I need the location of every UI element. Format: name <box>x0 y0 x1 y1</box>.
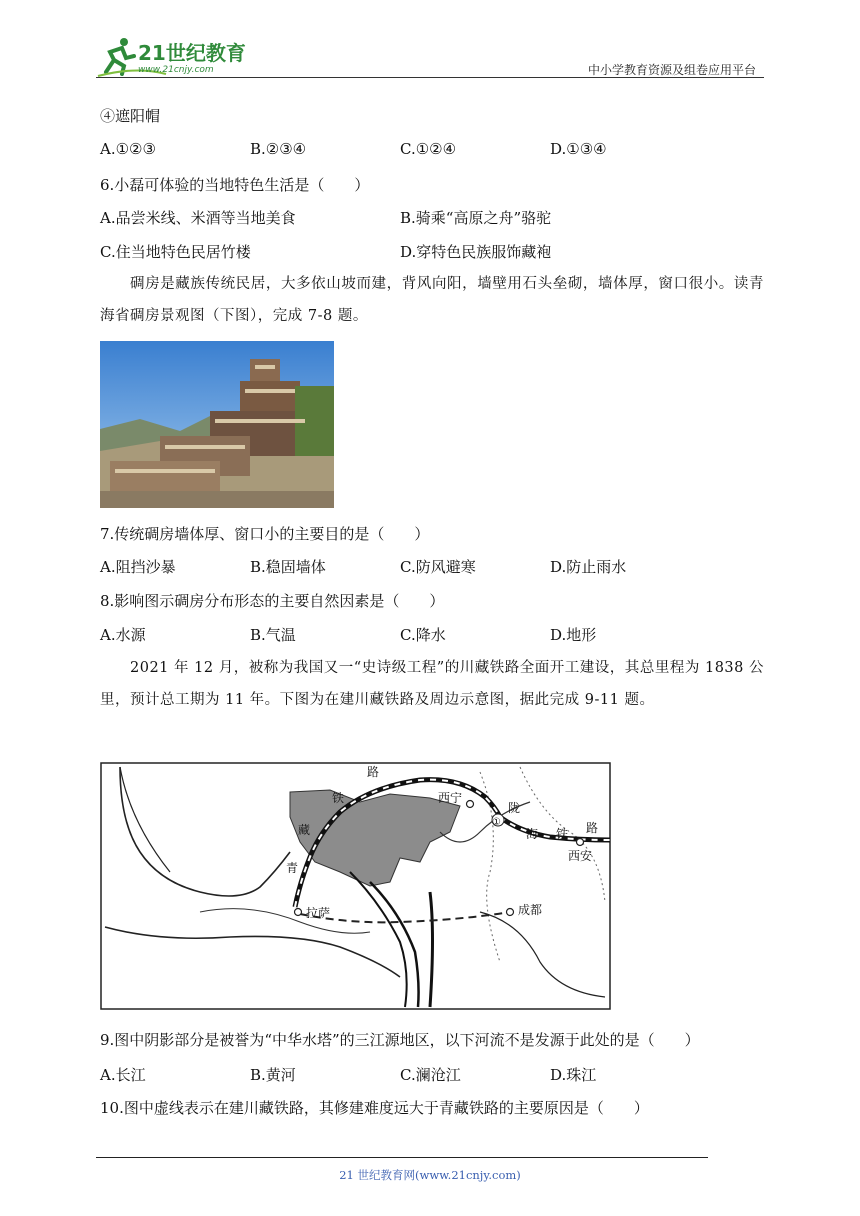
q7-option-c: C.防风避寒 <box>400 558 476 576</box>
q6-option-c: C.住当地特色民居竹楼 <box>100 243 251 261</box>
map-label-chengdu: 成都 <box>518 903 543 917</box>
q8-option-c: C.降水 <box>400 626 446 644</box>
railway-map <box>100 762 611 1010</box>
platform-name: 中小学教育资源及组卷应用平台 <box>587 63 756 77</box>
footer-divider <box>96 1157 708 1158</box>
map-label: 路 <box>367 765 380 779</box>
q9-option-d: D.珠江 <box>550 1066 597 1084</box>
q5-option-b: B.②③④ <box>250 140 307 158</box>
q6-option-d: D.穿特色民族服饰藏袍 <box>400 243 552 261</box>
q5-option-c: C.①②④ <box>400 140 457 158</box>
q6-option-a: A.品尝米线、米酒等当地美食 <box>100 209 296 227</box>
question-7: 7.传统碉房墙体厚、窗口小的主要目的是（ ） <box>100 525 430 543</box>
map-label: 海 <box>526 827 539 841</box>
q5-option-a: A.①②③ <box>100 140 156 158</box>
q7-option-a: A.阻挡沙暴 <box>100 558 176 576</box>
map-label-xian: 西安 <box>568 849 593 863</box>
map-label: 铁 <box>332 791 345 805</box>
logo-url: www.21cnjy.com <box>138 65 214 75</box>
map-label-xining: 西宁 <box>438 791 463 805</box>
q9-option-b: B.黄河 <box>250 1066 296 1084</box>
map-label: 路 <box>586 821 599 835</box>
q9-option-c: C.澜沧江 <box>400 1066 461 1084</box>
question-10: 10.图中虚线表示在建川藏铁路，其修建难度远大于青藏铁路的主要原因是（ ） <box>100 1099 649 1117</box>
site-logo <box>96 36 256 78</box>
map-marker-1: ① <box>492 817 501 828</box>
diaofang-photo <box>100 341 334 508</box>
q8-option-d: D.地形 <box>550 626 597 644</box>
q9-option-a: A.长江 <box>100 1066 146 1084</box>
logo-title: 21世纪教育 <box>138 41 246 65</box>
q5-option-d: D.①③④ <box>550 140 607 158</box>
passage-railway: 2021 年 12 月，被称为我国又一“史诗级工程”的川藏铁路全面开工建设，其总里程为 1838 公里，预计总工期为 11 年。下图为在建川藏铁路及周边示意图，据此完成 9-11 题。 <box>100 660 764 708</box>
question-6: 6.小磊可体验的当地特色生活是（ ） <box>100 176 370 194</box>
q7-option-b: B.稳固墙体 <box>250 558 326 576</box>
question-8: 8.影响图示碉房分布形态的主要自然因素是（ ） <box>100 592 445 610</box>
map-label: 铁 <box>556 827 569 841</box>
passage-diaofang: 碉房是藏族传统民居，大多依山坡而建，背风向阳，墙壁用石头垒砌，墙体厚，窗口很小。读青海省碉房景观图（下图），完成 7-8 题。 <box>100 276 764 324</box>
q7-option-d: D.防止雨水 <box>550 558 627 576</box>
q6-option-b: B.骑乘“高原之舟”骆驼 <box>400 209 552 227</box>
map-label: 陇 <box>508 801 521 815</box>
map-label-lasa: 拉萨 <box>306 906 331 920</box>
map-label: 藏 <box>298 823 311 837</box>
option-line: ④遮阳帽 <box>100 107 161 125</box>
map-label: 青 <box>286 861 299 875</box>
q8-option-b: B.气温 <box>250 626 296 644</box>
header-divider <box>96 77 764 78</box>
question-9: 9.图中阴影部分是被誉为“中华水塔”的三江源地区，以下河流不是发源于此处的是（ ） <box>100 1031 700 1049</box>
footer-link[interactable]: 21 世纪教育网(www.21cnjy.com) <box>339 1168 521 1182</box>
q8-option-a: A.水源 <box>100 626 146 644</box>
